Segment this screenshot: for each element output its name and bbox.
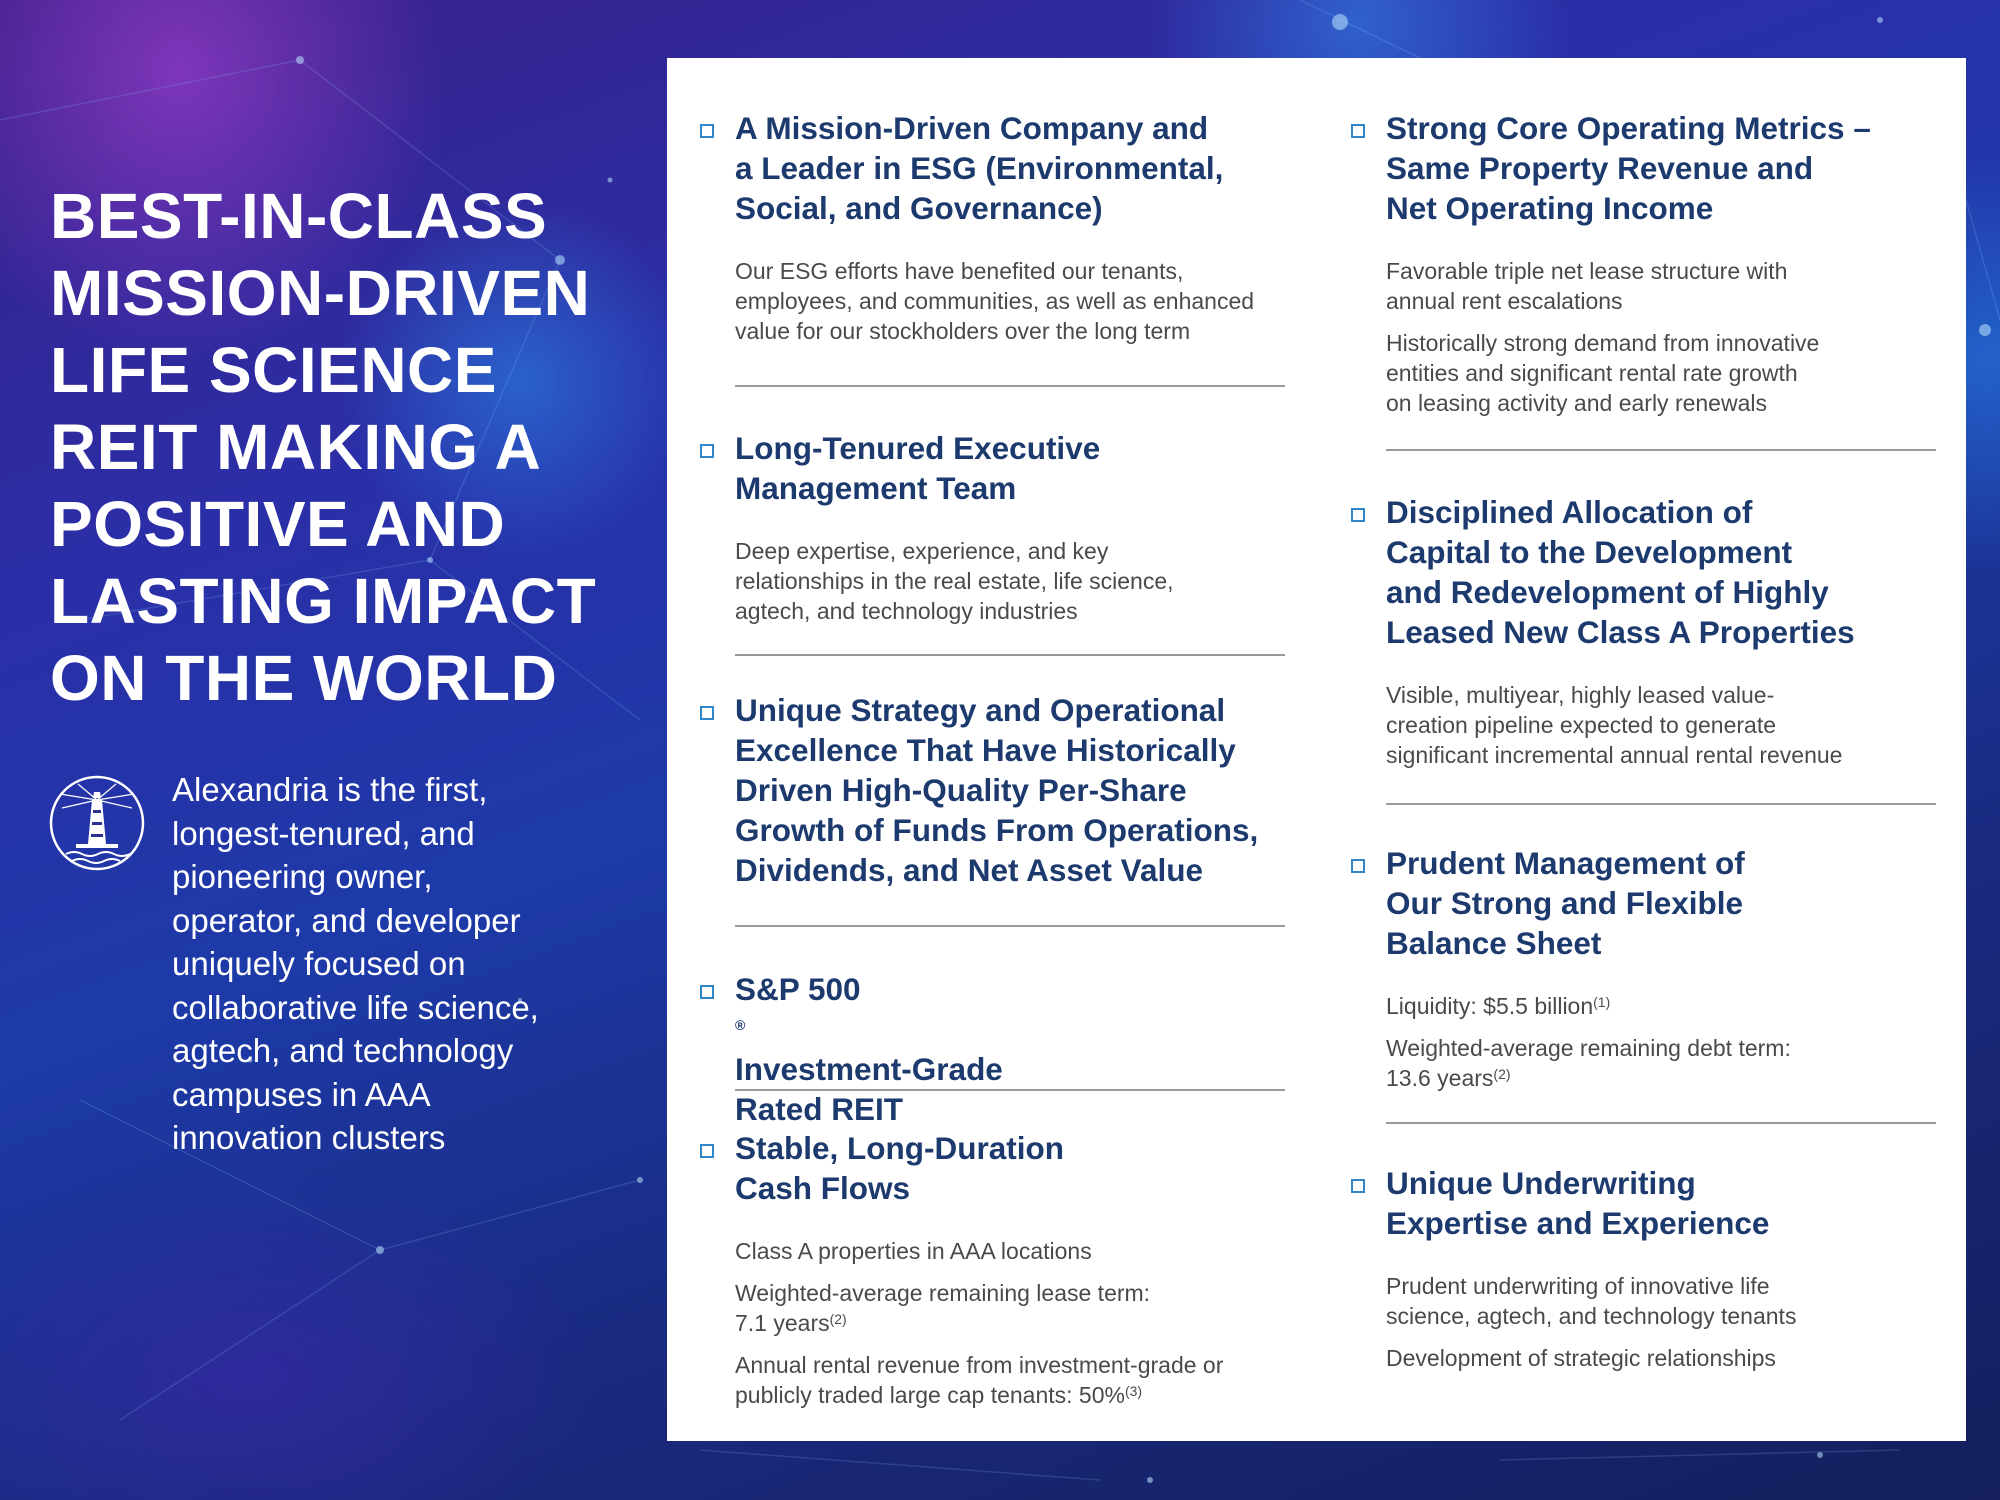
divider [735,1089,1285,1091]
highlight-desc [735,1278,1290,1338]
checkbox-icon [1351,124,1365,138]
desc-line: Visible, multiyear, highly leased value- [1386,682,1775,708]
highlight-desc [1386,1343,1941,1373]
registered-mark: ® [735,1017,746,1033]
divider [735,385,1285,387]
checkbox-icon [1351,1179,1365,1193]
divider [1386,1122,1936,1124]
title-line: Balance Sheet [1386,925,1602,961]
highlight-desc [1386,1033,1941,1093]
highlight-cash-flows [700,1128,1290,1410]
highlight-desc [1386,991,1941,1021]
highlight-title [735,969,1290,1129]
title-line: Dividends, and Net Asset Value [735,852,1203,888]
checkbox-icon [1351,859,1365,873]
about-text [172,768,652,1160]
title-line: Long-Tenured Executive [735,430,1101,466]
checkbox-icon [700,1144,714,1158]
title-line: Net Operating Income [1386,190,1714,226]
desc-line: value for our stockholders over the long term [735,318,1191,344]
footnote-ref: (2) [829,1311,847,1327]
highlight-esg [700,108,1290,346]
divider [1386,449,1936,451]
title-line: Prudent Management of [1386,845,1745,881]
about-line: uniquely focused on [172,945,466,982]
desc-line: on leasing activity and early renewals [1386,390,1767,416]
divider [1386,803,1936,805]
highlight-strategy [700,690,1290,890]
desc-line: annual rent escalations [1386,288,1623,314]
desc-line: Deep expertise, experience, and key [735,538,1109,564]
title-line: Leased New Class A Properties [1386,614,1855,650]
about-line: innovation clusters [172,1119,446,1156]
footnote-ref: (1) [1593,994,1611,1010]
desc-line: agtech, and technology industries [735,598,1078,624]
highlight-underwriting [1351,1163,1941,1373]
highlight-desc [1386,680,1941,770]
highlight-capital-allocation [1351,492,1941,770]
highlight-desc [735,256,1290,346]
checkbox-icon [1351,508,1365,522]
headline-line: POSITIVE AND [50,488,506,560]
desc-line: creation pipeline expected to generate [1386,712,1777,738]
title-line: Growth of Funds From Operations, [735,812,1259,848]
highlight-title [1386,843,1941,963]
desc-line [1386,1063,1941,1093]
highlight-title [735,1128,1290,1208]
highlight-desc [1386,1271,1941,1331]
title-line: Disciplined Allocation of [1386,494,1753,530]
desc-line: Weighted-average remaining debt term: [1386,1035,1791,1061]
highlight-desc [1386,256,1941,316]
about-line: campuses in AAA [172,1075,431,1113]
about-line: operator, and developer [172,901,521,939]
desc-line: Class A properties in AAA locations [735,1238,1092,1264]
desc-line: science, agtech, and technology tenants [1386,1303,1797,1329]
highlight-operating-metrics [1351,108,1941,418]
desc-line [735,1308,1290,1338]
highlight-desc [735,1350,1290,1410]
title-line: Unique Underwriting [1386,1165,1696,1201]
title-text: Investment-Grade [735,1051,1003,1087]
desc-line [1386,991,1941,1021]
highlight-title [735,428,1290,508]
highlight-title [1386,108,1941,228]
desc-text: 13.6 years [1386,1065,1494,1091]
desc-line: relationships in the real estate, life science, [735,568,1174,594]
highlight-desc [735,1236,1290,1266]
headline-line: BEST-IN-CLASS [50,180,548,252]
title-line: Driven High-Quality Per-Share [735,772,1187,808]
about-line: collaborative life science, [172,988,539,1026]
title-line: A Mission-Driven Company and [735,110,1209,146]
title-line: Expertise and Experience [1386,1205,1770,1241]
desc-line: Favorable triple net lease structure with [1386,258,1788,284]
title-line: Same Property Revenue and [1386,150,1814,186]
desc-line: entities and significant rental rate growth [1386,360,1798,386]
desc-line: Development of strategic relationships [1386,1345,1776,1371]
title-line: Excellence That Have Historically [735,732,1236,768]
about-line: agtech, and technology [172,1032,514,1069]
headline-line: ON THE WORLD [50,642,558,714]
desc-line: Our ESG efforts have benefited our tenants, [735,258,1184,284]
desc-line: Historically strong demand from innovative [1386,330,1820,356]
checkbox-icon [700,124,714,138]
headline-line: MISSION-DRIVEN [50,257,591,329]
highlight-title [735,690,1290,890]
about-line: longest-tenured, and [172,814,475,852]
divider [735,654,1285,656]
lighthouse-icon [48,774,146,872]
highlight-title [1386,1163,1941,1243]
desc-text: 7.1 years [735,1310,830,1336]
title-line [735,969,1290,1089]
highlight-sp500 [700,969,1290,1129]
headline-line: REIT MAKING A [50,411,542,483]
footnote-ref: (2) [1493,1066,1511,1082]
about-line: pioneering owner, [172,858,433,895]
desc-text: publicly traded large cap tenants: 50% [735,1382,1125,1408]
highlight-management [700,428,1290,626]
desc-text: Liquidity: $5.5 billion [1386,993,1594,1019]
highlight-title [1386,492,1941,652]
title-line: Social, and Governance) [735,190,1103,226]
title-line: Unique Strategy and Operational [735,692,1226,728]
checkbox-icon [700,985,714,999]
highlight-desc [735,536,1290,626]
title-line: and Redevelopment of Highly [1386,574,1829,610]
title-line: Our Strong and Flexible [1386,885,1744,921]
title-line: Stable, Long-Duration [735,1130,1064,1166]
title-line: Rated REIT [735,1091,904,1127]
desc-line: Prudent underwriting of innovative life [1386,1273,1770,1299]
divider [735,925,1285,927]
highlights-panel [667,58,1966,1441]
highlight-title [735,108,1290,228]
footnote-ref: (3) [1124,1383,1143,1399]
headline-line: LASTING IMPACT [50,565,597,637]
headline [50,178,640,717]
title-line: Management Team [735,470,1017,506]
checkbox-icon [700,444,714,458]
headline-line: LIFE SCIENCE [50,334,497,406]
desc-line: Weighted-average remaining lease term: [735,1280,1151,1306]
desc-line: Annual rental revenue from investment-grade or [735,1352,1224,1378]
desc-line: significant incremental annual rental revenue [1386,742,1843,768]
checkbox-icon [700,706,714,720]
desc-line: employees, and communities, as well as enhanced [735,288,1255,314]
title-text: S&P 500 [735,971,861,1007]
title-line: Cash Flows [735,1170,911,1206]
title-line: Strong Core Operating Metrics – [1386,110,1871,146]
title-line: Capital to the Development [1386,534,1793,570]
highlight-balance-sheet [1351,843,1941,1093]
highlight-desc [1386,328,1941,418]
title-line: a Leader in ESG (Environmental, [735,150,1224,186]
desc-line [735,1380,1290,1410]
about-line: Alexandria is the first, [172,771,488,808]
